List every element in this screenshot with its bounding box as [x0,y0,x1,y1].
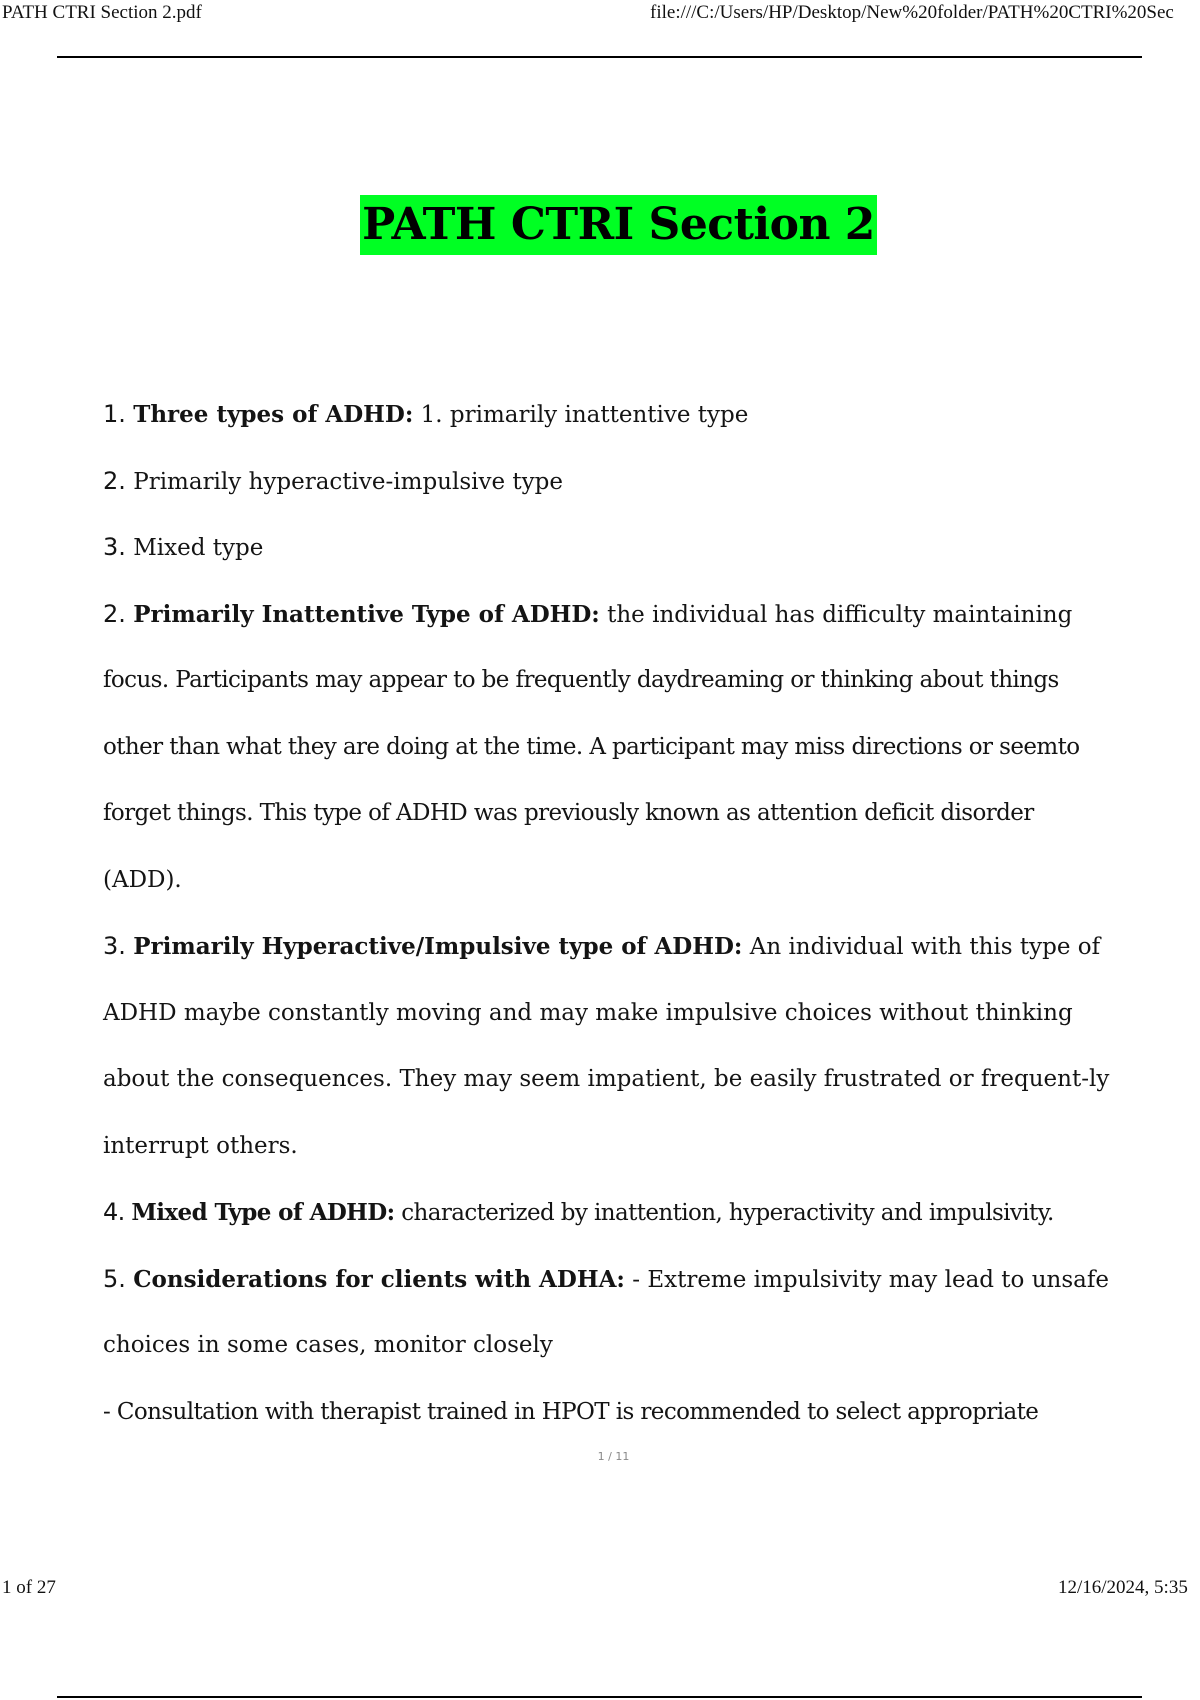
item-term: Primarily Hyperactive/Impulsive type of ADHD: [133,933,743,960]
item-text: characterized by inattention, hyperactivity and impulsivity. [394,1200,1054,1226]
bottom-divider [57,1696,1142,1698]
top-divider [57,56,1142,58]
document-body [103,381,1133,1445]
item-continuation: other than what they are doing at the time. A participant may miss directions or seemto [103,733,1080,760]
file-url-header: file:///C:/Users/HP/Desktop/New%20folder/PATH%20CTRI%20Sec [650,2,1174,23]
item-text: An individual with this type of [742,934,1101,960]
item-continuation: about the consequences. They may seem impatient, be easily frustrated or frequent-ly [103,1066,1110,1092]
item-text: - Extreme impulsivity may lead to unsafe [624,1266,1109,1293]
document-title: PATH CTRI Section 2 [360,195,877,255]
item-term: Mixed Type of ADHD: [131,1199,395,1226]
item-text: Mixed type [125,535,264,561]
item-continuation: choices in some cases, monitor closely [103,1332,553,1358]
item-continuation: interrupt others. [103,1132,298,1159]
item-text: 1. primarily inattentive type [413,402,749,428]
item-term: Considerations for clients with ADHA: [133,1265,625,1293]
item-term: Three types of ADHD: [133,401,414,428]
list-item [103,1246,1133,1313]
item-number: 3. [103,533,126,561]
list-item [103,913,1133,980]
list-item [103,381,1133,448]
item-term: Primarily Inattentive Type of ADHD: [133,600,600,628]
list-item [103,1179,1133,1246]
pdf-filename-header: PATH CTRI Section 2.pdf [2,2,202,23]
item-text: the individual has difficulty maintaining [599,601,1073,628]
list-item [103,448,1133,515]
item-number: 3. [103,932,126,960]
item-continuation: ADHD maybe constantly moving and may make impulsive choices without thinking [103,999,1073,1026]
item-number: 4. [103,1198,125,1226]
item-continuation: focus. Participants may appear to be frequently daydreaming or thinking about things [103,667,1059,693]
item-number: 5. [103,1264,126,1293]
item-continuation: - Consultation with therapist trained in HPOT is recommended to select appropriate [103,1398,1039,1425]
item-number: 1. [103,400,126,428]
print-datetime: 12/16/2024, 5:35 [1058,1577,1188,1598]
item-number: 2. [103,466,126,495]
item-continuation: (ADD). [103,866,182,893]
page-indicator: 1 / 11 [597,1450,630,1463]
print-page-count: 1 of 27 [2,1577,56,1598]
list-item [103,581,1133,648]
list-item [103,514,1133,581]
item-text: Primarily hyperactive-impulsive type [125,468,563,495]
title-container [0,195,1200,255]
item-continuation: forget things. This type of ADHD was previously known as attention deficit disorder [103,800,1034,826]
item-number: 2. [103,599,126,628]
